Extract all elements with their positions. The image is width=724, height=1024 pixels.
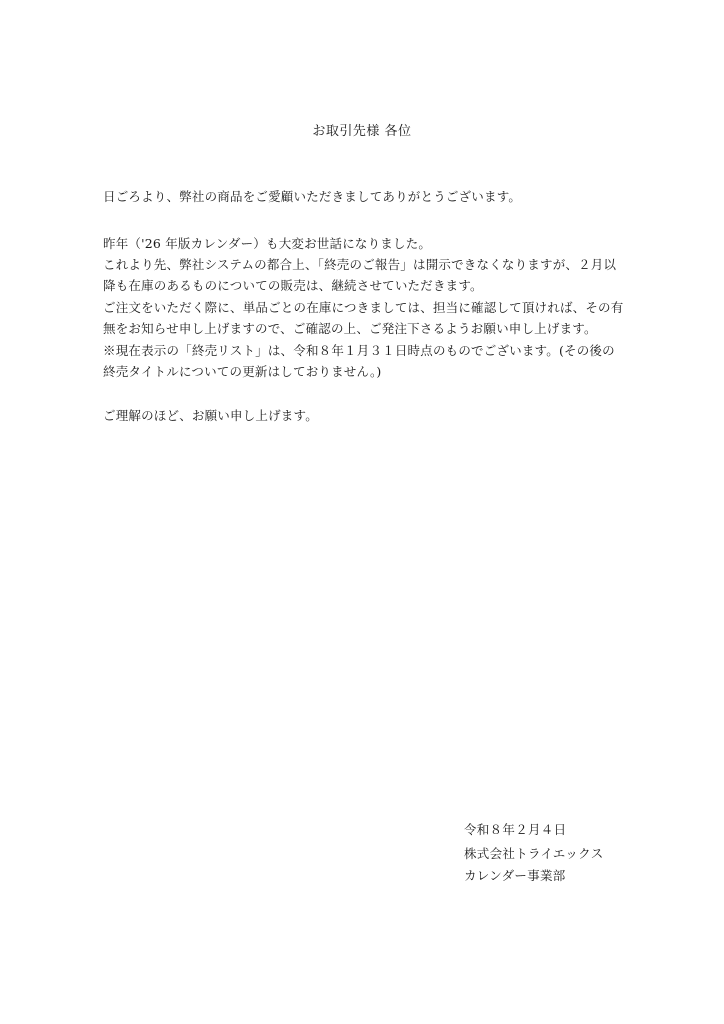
signature-company: 株式会社トライエックス [464,846,604,861]
body-line: ご注文をいただく際に、単品ごとの在庫につきましては、担当に確認して頂ければ、その有 [103,300,624,315]
body-line: 終売タイトルについての更新はしておりません。) [103,364,382,379]
body-line: 昨年（'26 年版カレンダー）も大変お世話になりました。 [103,236,432,251]
signature-date: 令和８年２月４日 [464,822,567,837]
body-line: これより先、弊社システムの都合上、「終売のご報告」は開示できなくなりますが、２月以 [103,257,617,272]
closing-paragraph: ご理解のほど、お願い申し上げます。 [103,408,318,423]
salutation-heading: お取引先様 各位 [312,124,412,139]
greeting-paragraph: 日ごろより、弊社の商品をご愛顧いただきましてありがとうございます。 [103,189,522,204]
body-line: ※現在表示の「終売リスト」は、令和８年１月３１日時点のものでございます。(その後の [103,343,615,358]
signature-department: カレンダー事業部 [464,868,566,883]
body-line: 無をお知らせ申し上げますので、ご確認の上、ご発注下さるようお願い申し上げます。 [103,321,597,336]
body-line: 降も在庫のあるものについての販売は、継続させていただきます。 [103,278,483,293]
